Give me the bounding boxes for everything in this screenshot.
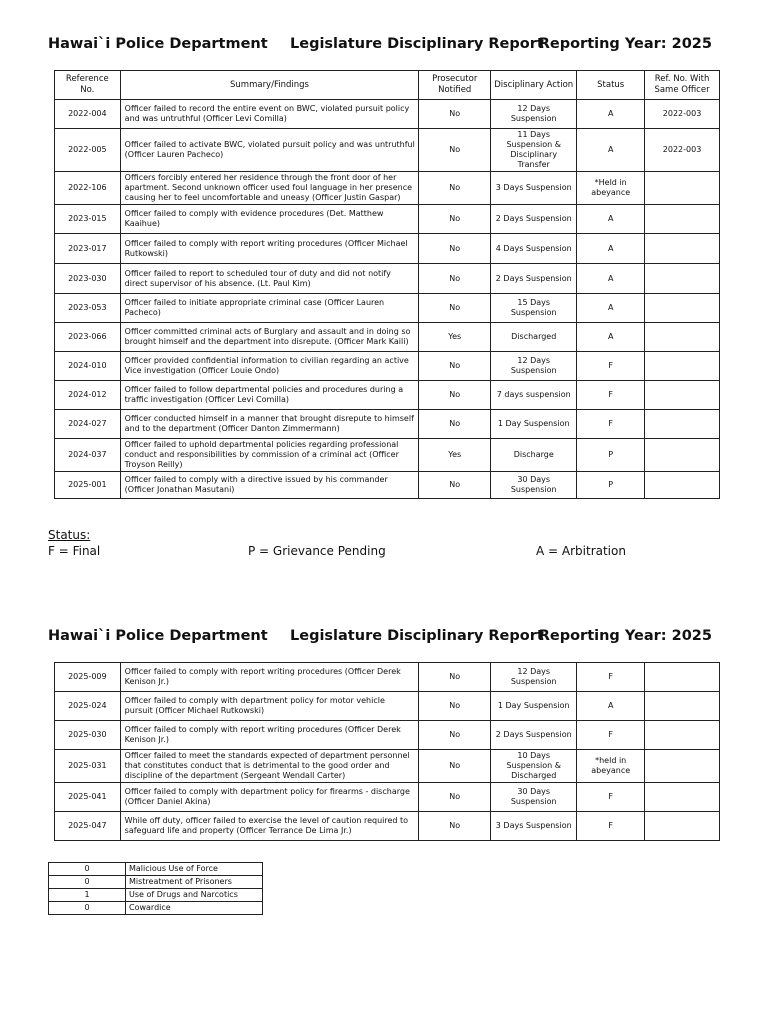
prosecutor-cell: No [419,129,491,172]
status-cell: A [577,323,645,352]
table-row [55,472,720,499]
prosecutor-cell: No [419,234,491,264]
ref-cell: 2024-027 [55,410,121,439]
table-row [49,889,263,902]
prosecutor-cell: No [419,352,491,381]
same-officer-ref-cell [645,381,720,410]
disciplinary-action-cell: Discharge [491,439,577,472]
same-officer-ref-cell [645,172,720,205]
prosecutor-cell: No [419,721,491,750]
table-row [55,692,720,721]
status-cell: F [577,812,645,841]
column-header-status: Status [577,71,645,100]
status-cell: A [577,205,645,234]
prosecutor-cell: No [419,172,491,205]
page-header-1 [48,36,712,56]
prosecutor-cell: Yes [419,439,491,472]
count-cell: 0 [49,863,126,876]
same-officer-ref-cell [645,692,720,721]
status-cell: A [577,129,645,172]
same-officer-ref-cell [645,205,720,234]
same-officer-ref-cell [645,294,720,323]
same-officer-ref-cell [645,663,720,692]
same-officer-ref-cell [645,721,720,750]
table-row [55,410,720,439]
ref-cell: 2023-015 [55,205,121,234]
status-cell: F [577,381,645,410]
status-cell: F [577,663,645,692]
same-officer-ref-cell [645,472,720,499]
status-cell: A [577,264,645,294]
prosecutor-cell: No [419,205,491,234]
summary-cell: Officer failed to initiate appropriate criminal case (Officer Lauren Pacheco) [120,294,419,323]
summary-cell: Officer failed to comply with department policy for motor vehicle pursuit (Officer Michael Rutkowski) [120,692,419,721]
summary-cell: Officer conducted himself in a manner that brought disrepute to himself and to the department (Officer Danton Zimmermann) [120,410,419,439]
prosecutor-cell: No [419,410,491,439]
status-cell: F [577,783,645,812]
ref-cell: 2023-030 [55,264,121,294]
table-row [55,381,720,410]
disciplinary-action-cell: 12 Days Suspension [491,663,577,692]
ref-cell: 2024-010 [55,352,121,381]
column-header-action: Disciplinary Action [491,71,577,100]
category-label-cell: Cowardice [126,902,263,915]
ref-cell: 2025-024 [55,692,121,721]
summary-cell: Officer failed to comply with a directive issued by his commander (Officer Jonathan Masutani) [120,472,419,499]
same-officer-ref-cell [645,410,720,439]
column-header-ref: Reference No. [55,71,121,100]
status-cell: A [577,294,645,323]
prosecutor-cell: No [419,663,491,692]
same-officer-ref-cell [645,812,720,841]
same-officer-ref-cell [645,323,720,352]
reporting-year: Reporting Year: 2025 [538,628,712,644]
ref-cell: 2025-031 [55,750,121,783]
status-cell: F [577,721,645,750]
table-row [55,352,720,381]
summary-cell: Officer failed to comply with report writing procedures (Officer Michael Rutkowski) [120,234,419,264]
ref-cell: 2024-012 [55,381,121,410]
summary-cell: Officer failed to comply with report writing procedures (Officer Derek Kenison Jr.) [120,663,419,692]
ref-cell: 2023-017 [55,234,121,264]
summary-cell: Officer failed to meet the standards expected of department personnel that constitutes conduct that is detrimental to the good order and discipline of the department (Sergeant Wendall Carter) [120,750,419,783]
report-title: Legislature Disciplinary Report [290,628,544,644]
summary-cell: Officers forcibly entered her residence through the front door of her apartment. Second unknown officer used foul language in her presence causing her to feel uncomfortable and uneasy (Officer Justin Gaspar) [120,172,419,205]
summary-cell: Officer committed criminal acts of Burglary and assault and in doing so brought himself and the department into disrepute. (Officer Mark Kaili) [120,323,419,352]
legend-grievance-pending: P = Grievance Pending [248,544,386,558]
disciplinary-action-cell: 10 Days Suspension & Discharged [491,750,577,783]
table-row [55,721,720,750]
disciplinary-action-cell: 4 Days Suspension [491,234,577,264]
ref-cell: 2022-106 [55,172,121,205]
column-header-same-officer: Ref. No. With Same Officer [645,71,720,100]
table-row [55,750,720,783]
ref-cell: 2023-066 [55,323,121,352]
reporting-year: Reporting Year: 2025 [538,36,712,52]
prosecutor-cell: No [419,783,491,812]
table-row [55,172,720,205]
table-row [55,812,720,841]
column-header-summary: Summary/Findings [120,71,419,100]
prosecutor-cell: No [419,100,491,129]
summary-cell: Officer provided confidential information to civilian regarding an active Vice investigation (Officer Louie Ondo) [120,352,419,381]
summary-cell: Officer failed to uphold departmental policies regarding professional conduct and responsibilities by commission of a criminal act (Officer Troyson Reilly) [120,439,419,472]
status-cell: P [577,439,645,472]
same-officer-ref-cell: 2022-003 [645,129,720,172]
status-cell: A [577,234,645,264]
table-row [55,439,720,472]
table-row [55,129,720,172]
disciplinary-action-cell: 1 Day Suspension [491,692,577,721]
ref-cell: 2025-030 [55,721,121,750]
status-cell: F [577,410,645,439]
disciplinary-table-2 [54,662,720,841]
count-cell: 0 [49,902,126,915]
table-header-row [55,71,720,100]
disciplinary-action-cell: 2 Days Suspension [491,264,577,294]
department-name: Hawai`i Police Department [48,628,268,644]
prosecutor-cell: Yes [419,323,491,352]
category-count-table [48,862,263,915]
disciplinary-action-cell: 11 Days Suspension & Disciplinary Transfer [491,129,577,172]
table-row [55,205,720,234]
disciplinary-action-cell: 1 Day Suspension [491,410,577,439]
disciplinary-action-cell: 3 Days Suspension [491,172,577,205]
column-header-prosecutor: Prosecutor Notified [419,71,491,100]
disciplinary-action-cell: 2 Days Suspension [491,205,577,234]
prosecutor-cell: No [419,381,491,410]
same-officer-ref-cell [645,264,720,294]
summary-cell: Officer failed to comply with report writing procedures (Officer Derek Kenison Jr.) [120,721,419,750]
status-cell: A [577,100,645,129]
disciplinary-action-cell: 12 Days Suspension [491,100,577,129]
disciplinary-action-cell: Discharged [491,323,577,352]
status-cell: F [577,352,645,381]
disciplinary-action-cell: 30 Days Suspension [491,783,577,812]
category-label-cell: Mistreatment of Prisoners [126,876,263,889]
ref-cell: 2023-053 [55,294,121,323]
table-row [49,876,263,889]
page-header-2 [48,628,712,648]
prosecutor-cell: No [419,750,491,783]
summary-cell: Officer failed to record the entire event on BWC, violated pursuit policy and was untruthful (Officer Levi Comilla) [120,100,419,129]
summary-cell: While off duty, officer failed to exercise the level of caution required to safeguard life and property (Officer Terrance De Lima Jr.) [120,812,419,841]
ref-cell: 2025-001 [55,472,121,499]
prosecutor-cell: No [419,692,491,721]
ref-cell: 2025-047 [55,812,121,841]
disciplinary-action-cell: 15 Days Suspension [491,294,577,323]
count-cell: 1 [49,889,126,902]
status-cell: *held in abeyance [577,750,645,783]
category-label-cell: Malicious Use of Force [126,863,263,876]
disciplinary-action-cell: 2 Days Suspension [491,721,577,750]
summary-cell: Officer failed to activate BWC, violated pursuit policy and was untruthful (Officer Lauren Pacheco) [120,129,419,172]
ref-cell: 2022-005 [55,129,121,172]
table-row [55,234,720,264]
same-officer-ref-cell [645,234,720,264]
status-cell: *Held in abeyance [577,172,645,205]
disciplinary-action-cell: 3 Days Suspension [491,812,577,841]
category-label-cell: Use of Drugs and Narcotics [126,889,263,902]
legend-final: F = Final [48,544,101,558]
status-legend [48,528,728,564]
disciplinary-action-cell: 7 days suspension [491,381,577,410]
summary-cell: Officer failed to report to scheduled tour of duty and did not notify direct supervisor of his absence. (Lt. Paul Kim) [120,264,419,294]
table-row [55,100,720,129]
disciplinary-action-cell: 30 Days Suspension [491,472,577,499]
prosecutor-cell: No [419,812,491,841]
table-row [55,783,720,812]
same-officer-ref-cell: 2022-003 [645,100,720,129]
same-officer-ref-cell [645,439,720,472]
summary-cell: Officer failed to comply with evidence procedures (Det. Matthew Kaaihue) [120,205,419,234]
department-name: Hawai`i Police Department [48,36,268,52]
disciplinary-table-1 [54,70,720,499]
summary-cell: Officer failed to comply with department policy for firearms - discharge (Officer Daniel Akina) [120,783,419,812]
ref-cell: 2025-041 [55,783,121,812]
table-row [49,863,263,876]
prosecutor-cell: No [419,472,491,499]
table-row [55,264,720,294]
report-title: Legislature Disciplinary Report [290,36,544,52]
summary-cell: Officer failed to follow departmental policies and procedures during a traffic investigation (Officer Levi Comilla) [120,381,419,410]
legend-arbitration: A = Arbitration [536,544,626,558]
ref-cell: 2022-004 [55,100,121,129]
status-cell: A [577,692,645,721]
count-cell: 0 [49,876,126,889]
same-officer-ref-cell [645,352,720,381]
legend-label: Status: [48,528,91,542]
ref-cell: 2025-009 [55,663,121,692]
table-row [55,663,720,692]
table-row [55,323,720,352]
same-officer-ref-cell [645,750,720,783]
disciplinary-action-cell: 12 Days Suspension [491,352,577,381]
table-row [49,902,263,915]
prosecutor-cell: No [419,264,491,294]
ref-cell: 2024-037 [55,439,121,472]
table-row [55,294,720,323]
status-cell: P [577,472,645,499]
same-officer-ref-cell [645,783,720,812]
prosecutor-cell: No [419,294,491,323]
